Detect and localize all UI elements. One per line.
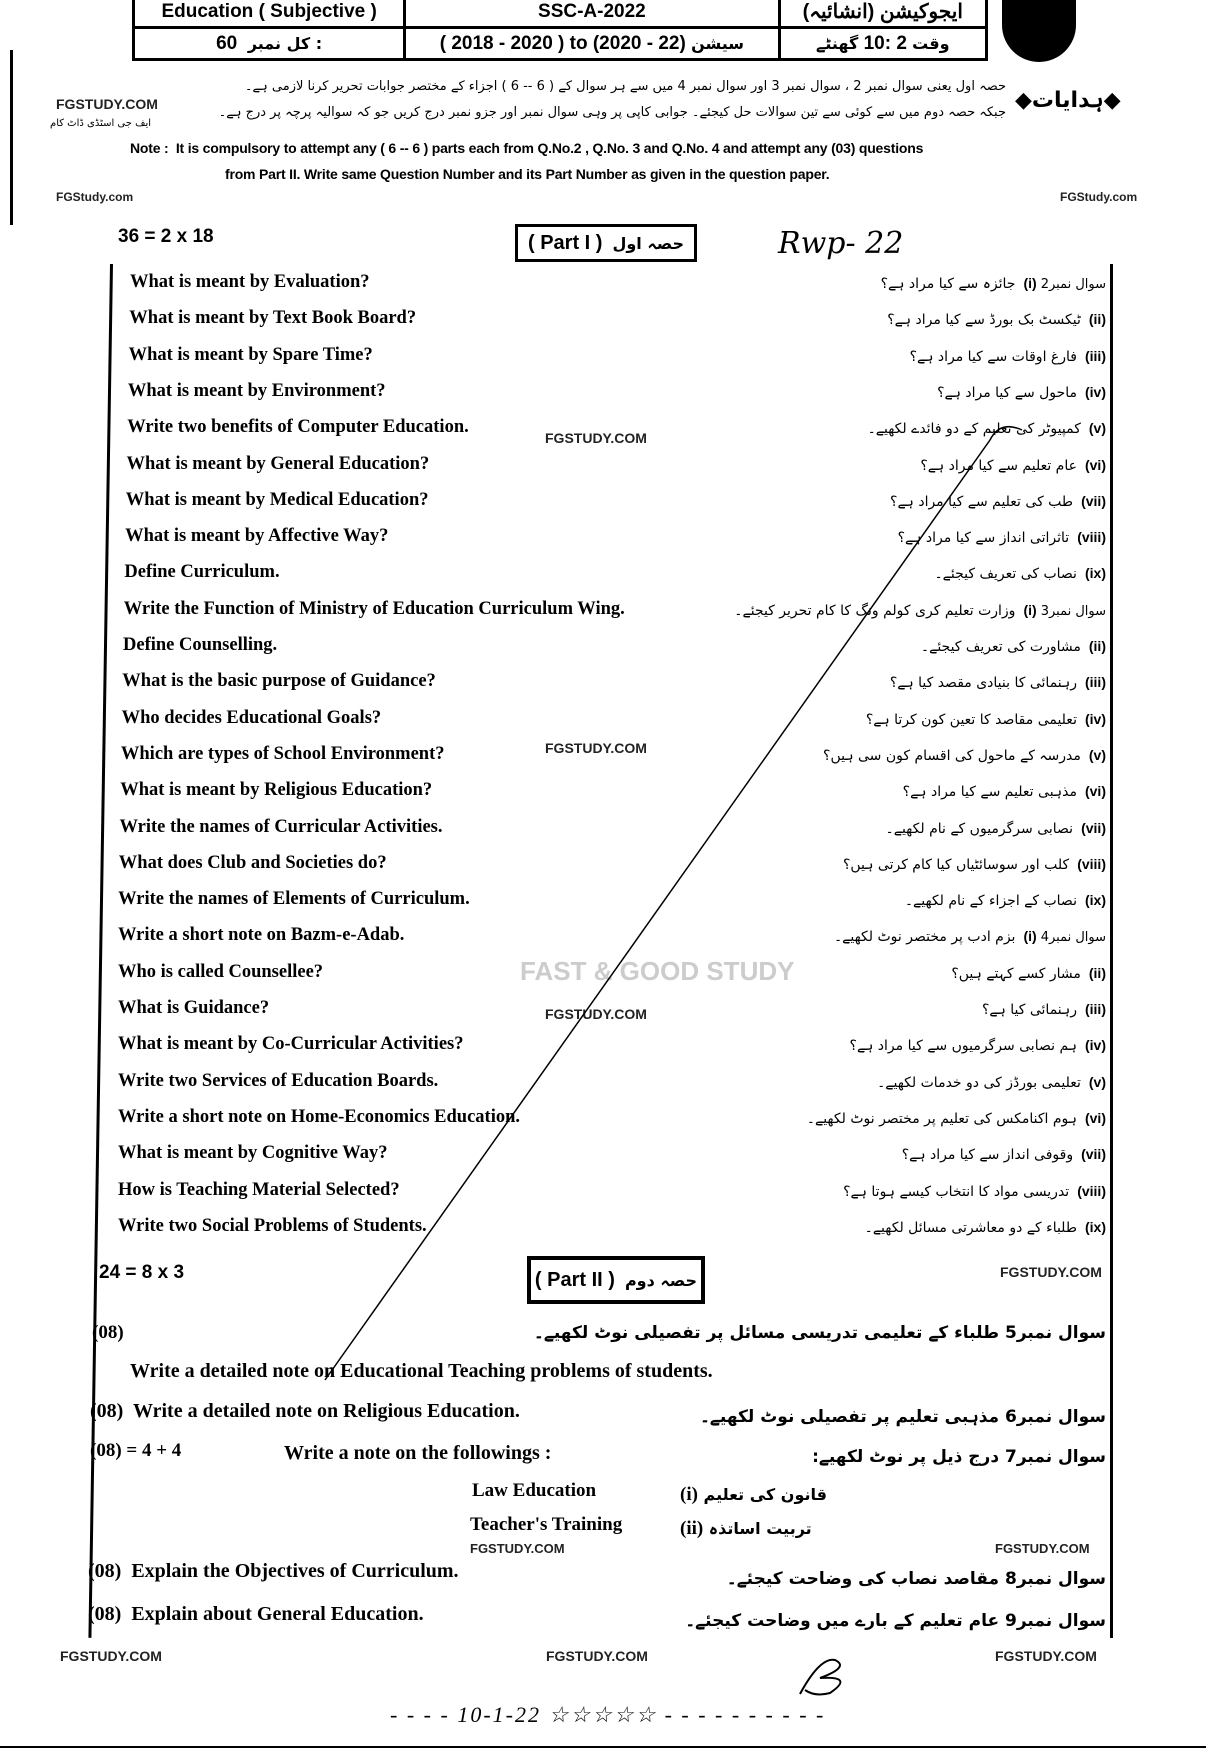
part2-title-box <box>527 1256 705 1304</box>
question-urdu-text: نصابی سرگرمیوں کے نام لکھیے۔ <box>885 820 1074 837</box>
part-number: (iii) <box>1084 1001 1106 1017</box>
question-urdu-text: طلباء کے دو معاشرتی مسائل لکھیے۔ <box>864 1219 1077 1236</box>
total-marks-label: کل نمبر : <box>247 33 323 53</box>
question-english: Who decides Educational Goals? <box>121 707 382 728</box>
q7-item-1-en: Law Education <box>472 1480 597 1501</box>
q7-item-1-num: (i) <box>680 1484 698 1505</box>
part-number: (vii) <box>1081 1146 1106 1163</box>
part-number: (iii) <box>1084 674 1106 691</box>
part1-title-en: ( Part I ) <box>527 231 603 254</box>
part-number: (ii) <box>1088 638 1106 654</box>
part-number: (i) <box>1023 275 1037 291</box>
time-value: 2 :10 <box>863 32 907 54</box>
watermark: FGSTUDY.COM <box>546 1648 648 1664</box>
question-urdu-text: کلب اور سوسائٹیاں کیا کام کرتی ہیں؟ <box>842 856 1070 873</box>
part-number: (ii) <box>1088 311 1106 328</box>
question-urdu-text: تعلیمی مقاصد کا تعین کون کرتا ہے؟ <box>865 711 1077 728</box>
instruction-urdu-2: جبکہ حصہ دوم میں سے کوئی سے تین سوالات حل کیجئے۔ جوابی کاپی پر وہی سوال نمبر اور جزو نمبر درج کریں جو کہ سوالیہ پرچہ پر درج ہے۔ <box>218 105 1006 120</box>
handwritten-center-code: Rwp- 22 <box>778 226 904 261</box>
q7-item-1-ur: قانون کی تعلیم <box>703 1485 827 1504</box>
part-number: (viii) <box>1077 855 1106 872</box>
part-number: (ix) <box>1084 1218 1106 1235</box>
date-stamp-text: 10-1-22 ☆☆☆☆☆ <box>457 1702 658 1727</box>
question-english: What is meant by Text Book Board? <box>129 308 417 329</box>
question-urdu-text: مذہبی تعلیم سے کیا مراد ہے؟ <box>902 784 1077 801</box>
question-english: Who is called Counsellee? <box>118 961 324 982</box>
watermark: FGSTUDY.COM <box>545 740 647 756</box>
note-text-1: It is compulsory to attempt any ( 6 -- 6 ) parts each from Q.No.2 , Q.No. 3 and Q.No. 4 and attempt any (03) questions <box>175 140 924 156</box>
part-number: (v) <box>1088 746 1106 763</box>
time-label: وقت <box>912 33 950 53</box>
exam-code: SSC-A-2022 <box>405 0 779 28</box>
question-english: What is meant by Evaluation? <box>130 272 370 292</box>
part-number: (i) <box>1023 601 1037 618</box>
time-unit: گھنٹے <box>815 33 859 53</box>
part-number: (ii) <box>1088 964 1106 981</box>
question-urdu-text: رہنمائی کا بنیادی مقصد کیا ہے؟ <box>889 675 1077 692</box>
question-urdu-text: عام تعلیم سے کیا مراد ہے؟ <box>920 457 1077 474</box>
question-english: Write the names of Elements of Curriculum. <box>118 889 470 910</box>
session-label: سیشن <box>691 33 745 53</box>
q7-item-2-ur: تربیت اساتذہ <box>708 1519 812 1538</box>
question-english: Write a short note on Home-Economics Education. <box>118 1106 521 1127</box>
part2-title-ur: حصہ دوم <box>624 1270 698 1290</box>
question-english: Write two Social Problems of Students. <box>118 1215 427 1236</box>
watermark: FGSTUDY.COM <box>995 1541 1090 1556</box>
q7-item-2 <box>680 1518 812 1540</box>
q9-marks: (08) <box>88 1603 122 1625</box>
part-number: (iii) <box>1084 347 1106 364</box>
question-urdu-text: تدریسی مواد کا انتخاب کیسے ہوتا ہے؟ <box>843 1183 1070 1200</box>
question-number-label: سوال نمبر3 <box>1040 603 1106 619</box>
part-number: (iv) <box>1084 710 1106 727</box>
watermark: FGSTUDY.COM <box>545 1006 647 1022</box>
session-value: ( 2018 - 2020 ) to (2020 - 22) <box>439 32 686 54</box>
question-english: Write the Function of Ministry of Education Curriculum Wing. <box>123 598 625 619</box>
part-number: (vii) <box>1081 819 1106 836</box>
instructions-heading: ◆ہدایات◆ <box>1015 88 1121 113</box>
q8-marks: (08) <box>88 1560 122 1582</box>
question-urdu-text: طب کی تعلیم سے کیا مراد ہے؟ <box>890 493 1074 510</box>
part-number: (vii) <box>1081 492 1106 509</box>
part1-title-ur: حصہ اول <box>612 233 684 253</box>
part-number: (viii) <box>1077 1182 1106 1199</box>
note-label: Note : <box>130 140 169 156</box>
watermark: FGSTUDY.COM <box>470 1541 565 1556</box>
instructions-heading-text: ہدایات <box>1031 88 1104 113</box>
question-urdu-text: مشاورت کی تعریف کیجئے۔ <box>920 639 1081 655</box>
question-urdu-text: فارغ اوقات سے کیا مراد ہے؟ <box>909 348 1077 365</box>
question-urdu-text: تعلیمی بورڈز کی دو خدمات لکھیے۔ <box>877 1074 1081 1091</box>
q8 <box>88 1560 459 1583</box>
q9-urdu: سوال نمبر9 عام تعلیم کے بارے میں وضاحت کیجئے۔ <box>685 1611 1106 1631</box>
watermark-urdu: ایف جی اسٹڈی ڈاٹ کام <box>50 118 152 129</box>
part-number: (ix) <box>1084 892 1106 909</box>
question-english: What is meant by Medical Education? <box>125 489 429 510</box>
date-stamp: - - - - 10-1-22 ☆☆☆☆☆ - - - - - - - - - - <box>390 1702 826 1727</box>
question-english: Write a short note on Bazm-e-Adab. <box>118 925 405 946</box>
q5-urdu: سوال نمبر5 طلباء کے تعلیمی تدریسی مسائل پر تفصیلی نوٹ لکھیے۔ <box>533 1323 1106 1343</box>
watermark: FGSTUDY.COM <box>545 430 647 446</box>
question-urdu-text: نصاب کی تعریف کیجئے۔ <box>934 566 1077 583</box>
question-urdu-text: تاثراتی انداز سے کیا مراد ہے؟ <box>897 530 1070 547</box>
part2-title-en: ( Part II ) <box>534 1268 615 1291</box>
watermark: FGStudy.com <box>56 190 134 204</box>
watermark: FGStudy.com <box>1060 190 1138 204</box>
watermark: FGSTUDY.COM <box>1000 1264 1102 1280</box>
part-number: (iv) <box>1084 383 1106 400</box>
question-english: What is meant by Affective Way? <box>125 526 389 547</box>
question-english: Write two Services of Education Boards. <box>118 1070 439 1091</box>
signature <box>790 1652 860 1698</box>
q7-text: Write a note on the followings : <box>284 1442 552 1464</box>
q7-marks: (08) = 4 + 4 <box>90 1440 182 1461</box>
subject-english: Education ( Subjective ) <box>134 0 405 28</box>
total-marks-value: 60 <box>216 32 238 54</box>
question-urdu-text: ہوم اکنامکس کی تعلیم پر مختصر نوٹ لکھیے۔ <box>806 1110 1077 1127</box>
question-urdu-text: رہنمائی کیا ہے؟ <box>981 1002 1077 1018</box>
instruction-urdu-1: حصہ اول یعنی سوال نمبر 2 ، سوال نمبر 3 اور سوال نمبر 4 میں سے ہر سوال کے ( 6 -- 6 ) اجزاء کے مختصر جوابات تحریر کرنا لازمی ہے۔ <box>244 79 1006 94</box>
q6 <box>90 1400 520 1423</box>
question-urdu-text: مدرسہ کے ماحول کی اقسام کون سی ہیں؟ <box>823 747 1081 764</box>
part-number: (v) <box>1088 420 1106 437</box>
part-number: (v) <box>1088 1073 1106 1090</box>
part-number: (viii) <box>1077 529 1106 546</box>
note-line-2: from Part II. Write same Question Number and its Part Number as given in the question paper. <box>225 166 830 182</box>
part1-marks: 36 = 2 x 18 <box>118 226 214 247</box>
q6-marks: (08) <box>90 1400 124 1422</box>
question-urdu-text: وزارت تعلیم کری کولم ونگ کا کام تحریر کیجئے۔ <box>734 602 1016 619</box>
q9-text: Explain about General Education. <box>131 1603 424 1625</box>
q7-item-2-en: Teacher's Training <box>470 1514 623 1535</box>
question-english: What is meant by Environment? <box>127 380 386 401</box>
question-urdu-text: کمپیوٹر کی تعلیم کے دو فائدے لکھیے۔ <box>867 421 1081 438</box>
question-english: What is meant by General Education? <box>126 453 430 474</box>
watermark: FGSTUDY.COM <box>60 1648 162 1664</box>
q6-text: Write a detailed note on Religious Education. <box>132 1400 520 1422</box>
question-english: What is meant by Spare Time? <box>128 344 373 365</box>
question-number-label: سوال نمبر4 <box>1040 930 1106 946</box>
question-urdu-text: ٹیکسٹ بک بورڈ سے کیا مراد ہے؟ <box>887 312 1081 329</box>
question-urdu-text: نصاب کے اجزاء کے نام لکھیے۔ <box>904 893 1077 910</box>
question-english: Define Counselling. <box>123 635 278 655</box>
question-urdu-text: وقوفی انداز سے کیا مراد ہے؟ <box>901 1147 1074 1164</box>
question-english: Which are types of School Environment? <box>120 743 445 764</box>
page-bottom-line <box>0 1746 1206 1748</box>
question-number-label: سوال نمبر2 <box>1040 277 1106 292</box>
question-english: What is meant by Co-Curricular Activities? <box>118 1034 464 1055</box>
part-number: (vi) <box>1084 456 1106 473</box>
watermark-diagonal: FAST & GOOD STUDY <box>520 956 795 986</box>
question-urdu-text: ہم نصابی سرگرمیوں سے کیا مراد ہے؟ <box>849 1038 1077 1055</box>
part-number: (vi) <box>1084 783 1106 800</box>
question-english: What is meant by Cognitive Way? <box>118 1143 388 1164</box>
subject-urdu: ایجوکیشن (انشائیہ) <box>779 0 987 28</box>
question-urdu-text: مشار کسے کہتے ہیں؟ <box>951 965 1081 982</box>
question-english: Define Curriculum. <box>124 562 280 583</box>
part-number: (i) <box>1023 928 1037 945</box>
q8-text: Explain the Objectives of Curriculum. <box>131 1560 459 1582</box>
watermark: FGSTUDY.COM <box>995 1648 1097 1664</box>
question-english: What is meant by Religious Education? <box>120 780 433 801</box>
q5-marks: (08) <box>92 1322 124 1343</box>
question-urdu-text: بزم ادب پر مختصر نوٹ لکھیے۔ <box>833 929 1016 946</box>
q7-item-2-num: (ii) <box>680 1518 704 1539</box>
question-english: Write two benefits of Computer Education. <box>127 417 469 438</box>
question-english: Write the names of Curricular Activities. <box>119 816 443 837</box>
q6-urdu: سوال نمبر6 مذہبی تعلیم پر تفصیلی نوٹ لکھیے۔ <box>699 1407 1106 1427</box>
part-number: (vi) <box>1084 1109 1106 1126</box>
question-urdu-text: جائزہ سے کیا مراد ہے؟ <box>880 276 1016 292</box>
watermark: FGSTUDY.COM <box>56 96 158 112</box>
q8-urdu: سوال نمبر8 مقاصد نصاب کی وضاحت کیجئے۔ <box>726 1569 1106 1589</box>
q9 <box>88 1603 424 1626</box>
q5-text: Write a detailed note on Educational Teaching problems of students. <box>130 1360 713 1382</box>
q7-item-1 <box>680 1484 827 1506</box>
q7-urdu: سوال نمبر7 درج ذیل پر نوٹ لکھیے: <box>812 1447 1106 1467</box>
question-urdu-text: ماحول سے کیا مراد ہے؟ <box>937 384 1077 401</box>
question-english: What is Guidance? <box>118 998 270 1018</box>
part-number: (ix) <box>1084 565 1106 582</box>
question-english: What is the basic purpose of Guidance? <box>122 671 436 692</box>
question-english: How is Teaching Material Selected? <box>118 1179 400 1200</box>
part-number: (iv) <box>1084 1037 1106 1054</box>
question-english: What does Club and Societies do? <box>118 852 387 873</box>
part2-marks: 24 = 8 x 3 <box>99 1262 185 1283</box>
